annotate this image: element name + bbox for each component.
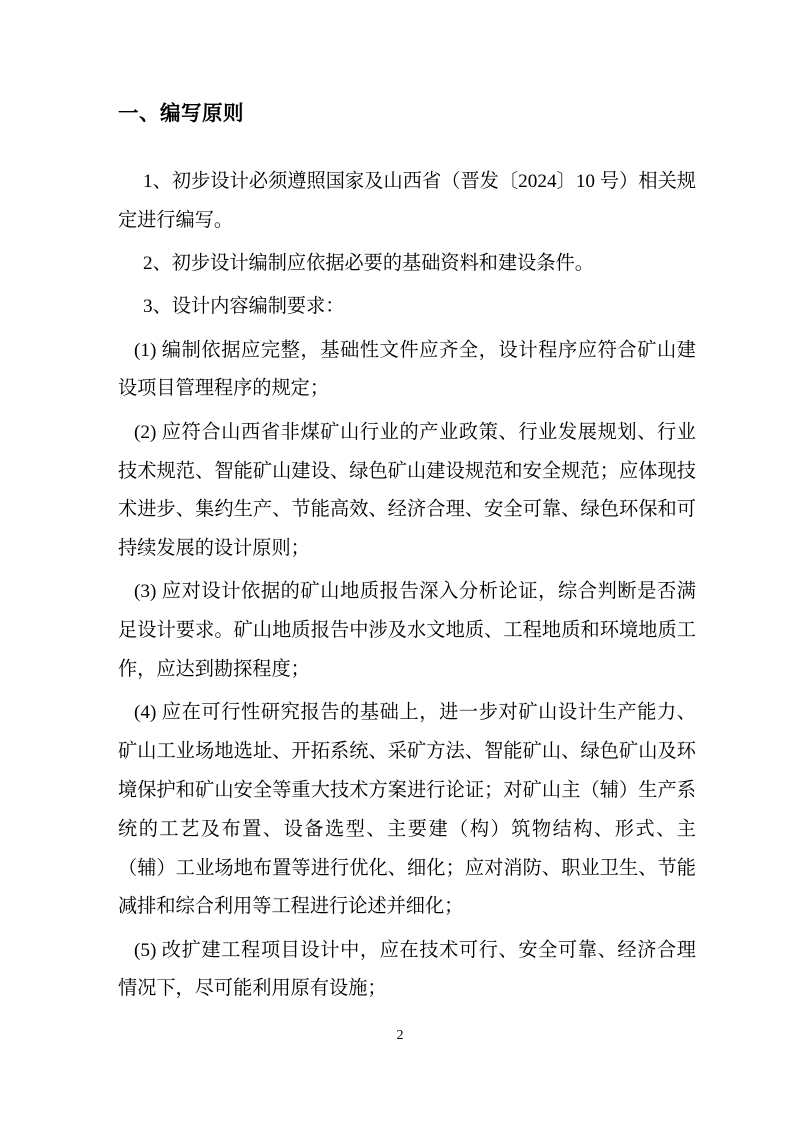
paragraph-item-2: (2) 应符合山西省非煤矿山行业的产业政策、行业发展规划、行业技术规范、智能矿山建设、绿色矿山建设规范和安全规范；应体现技术进步、集约生产、节能高效、经济合理、安全可靠、绿色环保和可持续发展的设计原则； [118, 421, 696, 560]
paragraph-item-4: (4) 应在可行性研究报告的基础上，进一步对矿山设计生产能力、矿山工业场地选址、开拓系统、采矿方法、智能矿山、绿色矿山及环境保护和矿山安全等重大技术方案进行论证；对矿山主（辅）生产系统的工艺及布置、设备选型、主要建（构）筑物结构、形式、主（辅）工业场地布置等进行优化、细化；应对消防、职业卫生、节能减排和综合利用等工程进行论述并细化； [118, 702, 696, 918]
paragraph-item-1: (1) 编制依据应完整，基础性文件应齐全，设计程序应符合矿山建设项目管理程序的规定； [118, 339, 696, 400]
paragraph-3: 3、设计内容编制要求： [143, 296, 345, 318]
paragraph-2: 2、初步设计编制应依据必要的基础资料和建设条件。 [143, 253, 594, 275]
paragraph-item-5: (5) 改扩建工程项目设计中，应在技术可行、安全可靠、经济合理情况下，尽可能利用原有设施； [118, 939, 696, 1000]
document-body [118, 163, 696, 1014]
page-number: 2 [396, 1028, 404, 1043]
paragraph-1: 1、初步设计必须遵照国家及山西省（晋发〔2024〕10 号）相关规定进行编写。 [118, 171, 696, 231]
paragraph-item-3: (3) 应对设计依据的矿山地质报告深入分析论证，综合判断是否满足设计要求。矿山地质报告中涉及水文地质、工程地质和环境地质工作，应达到勘探程度； [118, 581, 696, 681]
section-heading: 一、编写原则 [118, 102, 244, 125]
